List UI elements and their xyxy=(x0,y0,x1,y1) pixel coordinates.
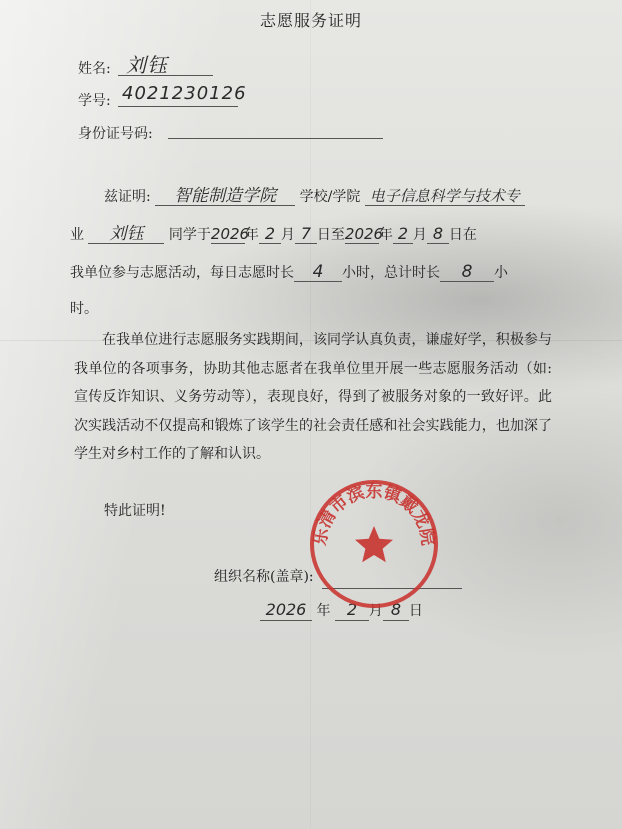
hour-text: 小 xyxy=(494,265,508,281)
id-number-label: 身份证号码: xyxy=(78,126,153,142)
id-number-line xyxy=(168,138,383,139)
to-text: 日至 xyxy=(316,227,345,243)
handwritten-student-id: 4021230126 xyxy=(122,83,247,104)
start-year-field: 2026 xyxy=(210,225,250,243)
name-label: 姓名: xyxy=(78,61,111,77)
sign-day-field: 8 xyxy=(383,600,409,621)
statement-line-4: 时。 xyxy=(70,301,98,317)
organization-label: 组织名称(盖章): xyxy=(214,569,314,585)
unit-text: 我单位参与志愿活动，每日志愿时长 xyxy=(70,265,294,281)
sign-day-text: 日 xyxy=(408,603,423,619)
school-label: 学校/学院 xyxy=(299,189,361,205)
closing-text: 特此证明! xyxy=(104,503,166,519)
star-icon xyxy=(355,526,393,562)
handwritten-name: 刘钰 xyxy=(126,53,168,77)
sign-month-field: 2 xyxy=(335,600,369,621)
student-id-label: 学号: xyxy=(78,93,111,109)
sign-month-text: 月 xyxy=(368,603,383,619)
document-title: 志愿服务证明 xyxy=(259,11,362,30)
year-text: 年 xyxy=(244,227,259,243)
statement-line-1 xyxy=(104,186,525,206)
year-text-2: 年 xyxy=(378,227,393,243)
statement-line-3 xyxy=(70,262,508,282)
student-name-field: 刘钰 xyxy=(88,225,164,244)
official-seal xyxy=(306,476,442,612)
college-field: 智能制造学院 xyxy=(155,187,295,206)
department-field: 电子信息科学与技术专 xyxy=(365,187,525,206)
student-id-line xyxy=(118,106,238,107)
end-year-field: 2026 xyxy=(344,225,384,243)
start-day-field: 7 xyxy=(295,225,317,244)
statement-line-2 xyxy=(70,224,477,244)
end-month-field: 2 xyxy=(393,225,413,244)
major-suffix: 业 xyxy=(70,227,84,243)
statement-prefix: 兹证明: xyxy=(104,189,151,205)
month-text: 月 xyxy=(280,227,295,243)
start-month-field: 2 xyxy=(259,225,281,244)
day-in-text: 日在 xyxy=(448,227,477,243)
classmate-text: 同学于 xyxy=(168,227,211,243)
month-text-2: 月 xyxy=(412,227,427,243)
sign-year-text: 年 xyxy=(316,603,331,619)
hours-total-text: 小时，总计时长 xyxy=(342,265,440,281)
total-hours-field: 8 xyxy=(440,263,494,282)
seal-text: 乐清市滨东镇戴龙院 xyxy=(310,481,438,547)
daily-hours-field: 4 xyxy=(294,263,342,282)
sign-year-field: 2026 xyxy=(260,600,312,621)
body-text: 在我单位进行志愿服务实践期间，该同学认真负责，谦虚好学，积极参与我单位的各项事务，协助其他志愿者在我单位里开展一些志愿服务活动（如:宣传反诈知识、义务劳动等），表现良好，得到了被服务对象的一致好评。此次实践活动不仅提高和锻炼了该学生的社会责任感和社会实践能力，也加深了学生对乡村工作的了解和认识。 xyxy=(74,332,552,462)
end-day-field: 8 xyxy=(427,225,449,244)
body-paragraph xyxy=(74,326,552,469)
